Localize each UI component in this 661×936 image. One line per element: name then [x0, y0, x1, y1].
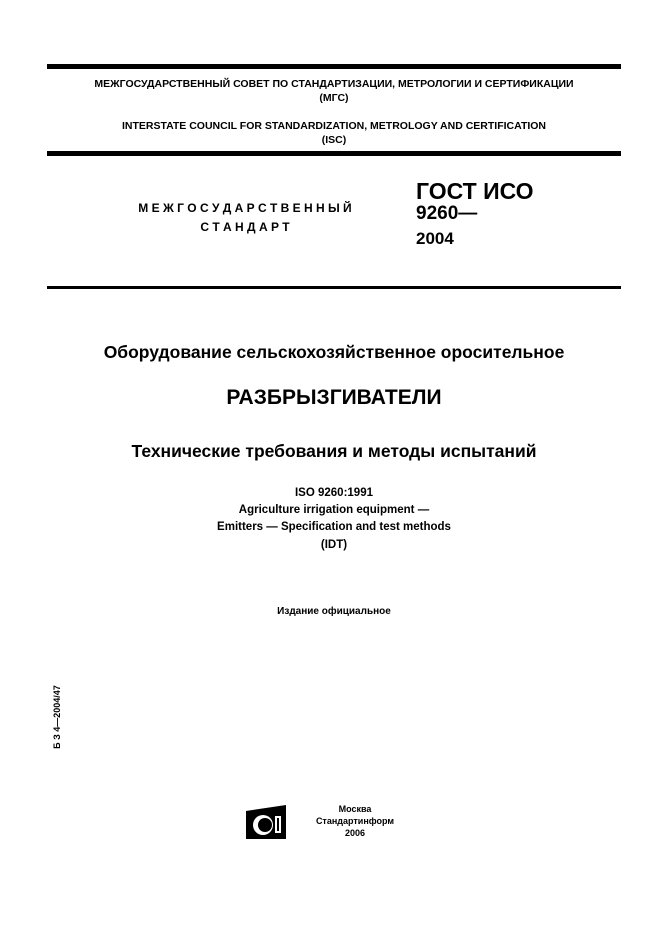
publisher-year: 2006 — [344, 828, 366, 838]
gost-number: 9260— — [416, 203, 478, 224]
iso-idt: (IDT) — [320, 539, 348, 551]
standard-type-1: М Е Ж Г О С У Д А Р С Т В Е Н Н Ы Й — [138, 201, 352, 215]
publisher-name: Стандартинформ — [315, 816, 395, 826]
iso-title-1: Agriculture irrigation equipment — — [238, 504, 430, 516]
iso-title-2: Emitters — Specification and test methods — [217, 521, 451, 533]
council-ru: МЕЖГОСУДАРСТВЕННЫЙ СОВЕТ ПО СТАНДАРТИЗАЦИИ, МЕТРОЛОГИИ И СЕРТИФИКАЦИИ — [94, 78, 574, 90]
standard-type-2: С Т А Н Д А Р Т — [200, 220, 290, 234]
edition-label: Издание официальное — [277, 606, 391, 617]
publisher-logo — [246, 805, 286, 839]
document-title: Оборудование сельскохозяйственное оросительное — [103, 342, 565, 362]
iso-number: ISO 9260:1991 — [294, 487, 373, 499]
gost-code: ГОСТ ИСО — [416, 178, 534, 204]
publisher-city: Москва — [338, 804, 372, 814]
council-en-abbr: (ISC) — [321, 134, 347, 146]
gost-year: 2004 — [416, 229, 454, 248]
document-subtitle: Технические требования и методы испытаний — [131, 441, 537, 461]
top-rule — [47, 64, 621, 69]
header-rule — [47, 151, 621, 156]
side-code: Б З 4—2004/47 — [52, 685, 62, 749]
product-title: РАЗБРЫЗГИВАТЕЛИ — [226, 386, 442, 409]
divider-rule — [47, 286, 621, 289]
council-ru-abbr: (МГС) — [319, 92, 349, 104]
council-en: INTERSTATE COUNCIL FOR STANDARDIZATION, METROLOGY AND CERTIFICATION — [121, 120, 547, 132]
